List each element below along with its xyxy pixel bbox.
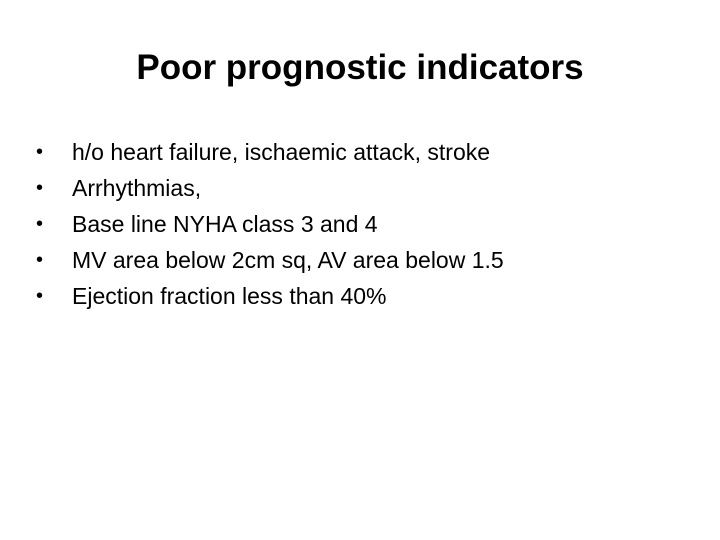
bullet-list — [36, 134, 696, 314]
bullet-text: Arrhythmias, — [72, 175, 202, 201]
bullet-marker: • — [36, 177, 44, 199]
bullet-item — [36, 134, 696, 170]
slide-title: Poor prognostic indicators — [136, 48, 584, 87]
bullet-item — [36, 242, 696, 278]
bullet-marker: • — [36, 141, 44, 163]
bullet-marker: • — [36, 249, 44, 271]
bullet-item — [36, 278, 696, 314]
bullet-item — [36, 206, 696, 242]
bullet-marker: • — [36, 285, 44, 307]
bullet-text: Base line NYHA class 3 and 4 — [72, 211, 378, 237]
bullet-text: MV area below 2cm sq, AV area below 1.5 — [72, 247, 504, 273]
bullet-text: Ejection fraction less than 40% — [72, 283, 387, 309]
bullet-text: h/o heart failure, ischaemic attack, stroke — [72, 139, 491, 165]
bullet-item — [36, 170, 696, 206]
bullet-marker: • — [36, 213, 44, 235]
